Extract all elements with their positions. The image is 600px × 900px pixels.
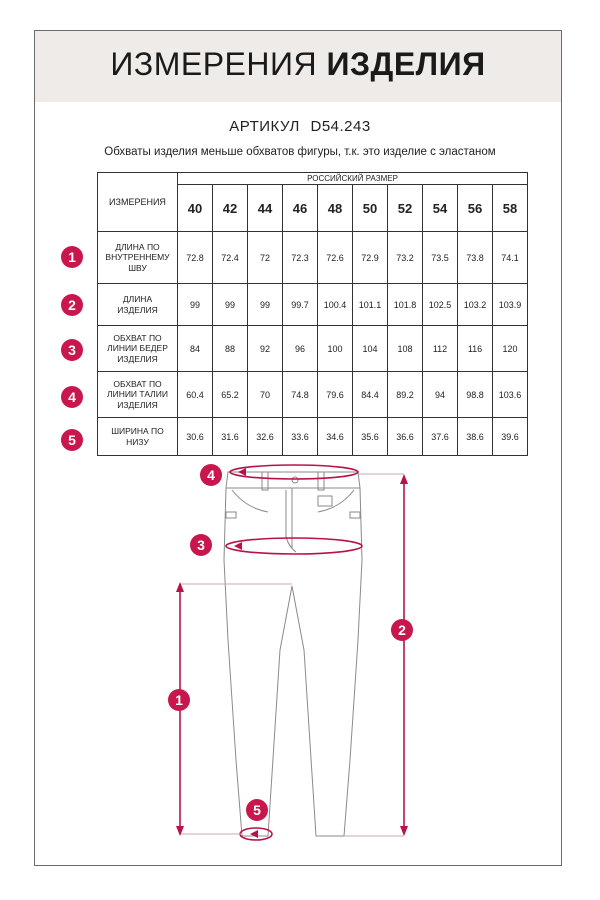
- measurement-value: 92: [248, 326, 283, 372]
- measurement-value: 79.6: [318, 372, 353, 418]
- row-badge-2: 2: [61, 294, 83, 316]
- measurement-value: 73.8: [458, 232, 493, 284]
- measurement-value: 60.4: [178, 372, 213, 418]
- measurement-value: 84.4: [353, 372, 388, 418]
- measurement-value: 99.7: [283, 284, 318, 326]
- pants-outline: [224, 472, 362, 836]
- measurement-value: 104: [353, 326, 388, 372]
- measurement-value: 103.2: [458, 284, 493, 326]
- size-col-54: 54: [423, 185, 458, 232]
- row-badge-1: 1: [61, 246, 83, 268]
- size-col-50: 50: [353, 185, 388, 232]
- measurement-value: 94: [423, 372, 458, 418]
- measurement-label: ДЛИНА ПО ВНУТРЕННЕМУ ШВУ: [98, 232, 178, 284]
- measurement-value: 72.3: [283, 232, 318, 284]
- measurement-value: 99: [248, 284, 283, 326]
- measurement-value: 88: [213, 326, 248, 372]
- size-col-46: 46: [283, 185, 318, 232]
- measurement-value: 103.9: [493, 284, 528, 326]
- measurement-value: 101.8: [388, 284, 423, 326]
- measurement-value: 65.2: [213, 372, 248, 418]
- measurement-value: 72.8: [178, 232, 213, 284]
- row-badge-3: 3: [61, 339, 83, 361]
- measurement-value: 36.6: [388, 418, 423, 456]
- measurement-value: 30.6: [178, 418, 213, 456]
- diagram-badge-3: 3: [190, 534, 212, 556]
- measurement-value: 72: [248, 232, 283, 284]
- row-badge-5: 5: [61, 429, 83, 451]
- measurement-value: 32.6: [248, 418, 283, 456]
- measurement-value: 101.1: [353, 284, 388, 326]
- measurement-value: 33.6: [283, 418, 318, 456]
- measurement-value: 34.6: [318, 418, 353, 456]
- measurement-value: 116: [458, 326, 493, 372]
- measurement-value: 108: [388, 326, 423, 372]
- measurement-value: 112: [423, 326, 458, 372]
- article-label: АРТИКУЛ: [229, 118, 300, 135]
- measurement-value: 74.8: [283, 372, 318, 418]
- measurement-value: 102.5: [423, 284, 458, 326]
- measurement-value: 99: [178, 284, 213, 326]
- measurement-value: 100: [318, 326, 353, 372]
- elastane-note: Обхваты изделия меньше обхватов фигуры, т.к. это изделие с эластаном: [104, 146, 496, 158]
- measurement-value: 72.4: [213, 232, 248, 284]
- size-col-44: 44: [248, 185, 283, 232]
- size-col-48: 48: [318, 185, 353, 232]
- size-col-58: 58: [493, 185, 528, 232]
- diagram-badge-5: 5: [246, 799, 268, 821]
- measurement-value: 70: [248, 372, 283, 418]
- measurement-value: 100.4: [318, 284, 353, 326]
- measurement-value: 89.2: [388, 372, 423, 418]
- title-light: ИЗМЕРЕНИЯ: [110, 46, 318, 82]
- diagram-badge-4: 4: [200, 464, 222, 486]
- measurement-value: 37.6: [423, 418, 458, 456]
- size-group-header: РОССИЙСКИЙ РАЗМЕР: [178, 173, 528, 185]
- measurement-value: 73.5: [423, 232, 458, 284]
- measurement-value: 99: [213, 284, 248, 326]
- measurement-value: 31.6: [213, 418, 248, 456]
- measurement-value: 84: [178, 326, 213, 372]
- measurement-label: ДЛИНА ИЗДЕЛИЯ: [98, 284, 178, 326]
- measurement-value: 103.6: [493, 372, 528, 418]
- size-col-52: 52: [388, 185, 423, 232]
- measurement-value: 38.6: [458, 418, 493, 456]
- size-col-40: 40: [178, 185, 213, 232]
- measurement-label: ШИРИНА ПО НИЗУ: [98, 418, 178, 456]
- measurement-value: 35.6: [353, 418, 388, 456]
- measurement-label: ОБХВАТ ПО ЛИНИИ БЕДЕР ИЗДЕЛИЯ: [98, 326, 178, 372]
- measurement-label: ОБХВАТ ПО ЛИНИИ ТАЛИИ ИЗДЕЛИЯ: [98, 372, 178, 418]
- measurement-value: 73.2: [388, 232, 423, 284]
- measurement-value: 72.9: [353, 232, 388, 284]
- size-col-42: 42: [213, 185, 248, 232]
- measurement-value: 120: [493, 326, 528, 372]
- row-badge-4: 4: [61, 386, 83, 408]
- size-col-56: 56: [458, 185, 493, 232]
- measurement-value: 74.1: [493, 232, 528, 284]
- article-code: D54.243: [310, 118, 371, 135]
- measurement-value: 72.6: [318, 232, 353, 284]
- measurement-value: 98.8: [458, 372, 493, 418]
- diagram-badge-2: 2: [391, 619, 413, 641]
- measure-header: ИЗМЕРЕНИЯ: [98, 173, 178, 232]
- diagram-badge-1: 1: [168, 689, 190, 711]
- title-bold: ИЗДЕЛИЯ: [326, 46, 486, 82]
- hip-measure-ellipse: [226, 538, 362, 554]
- measurement-value: 96: [283, 326, 318, 372]
- measurement-value: 39.6: [493, 418, 528, 456]
